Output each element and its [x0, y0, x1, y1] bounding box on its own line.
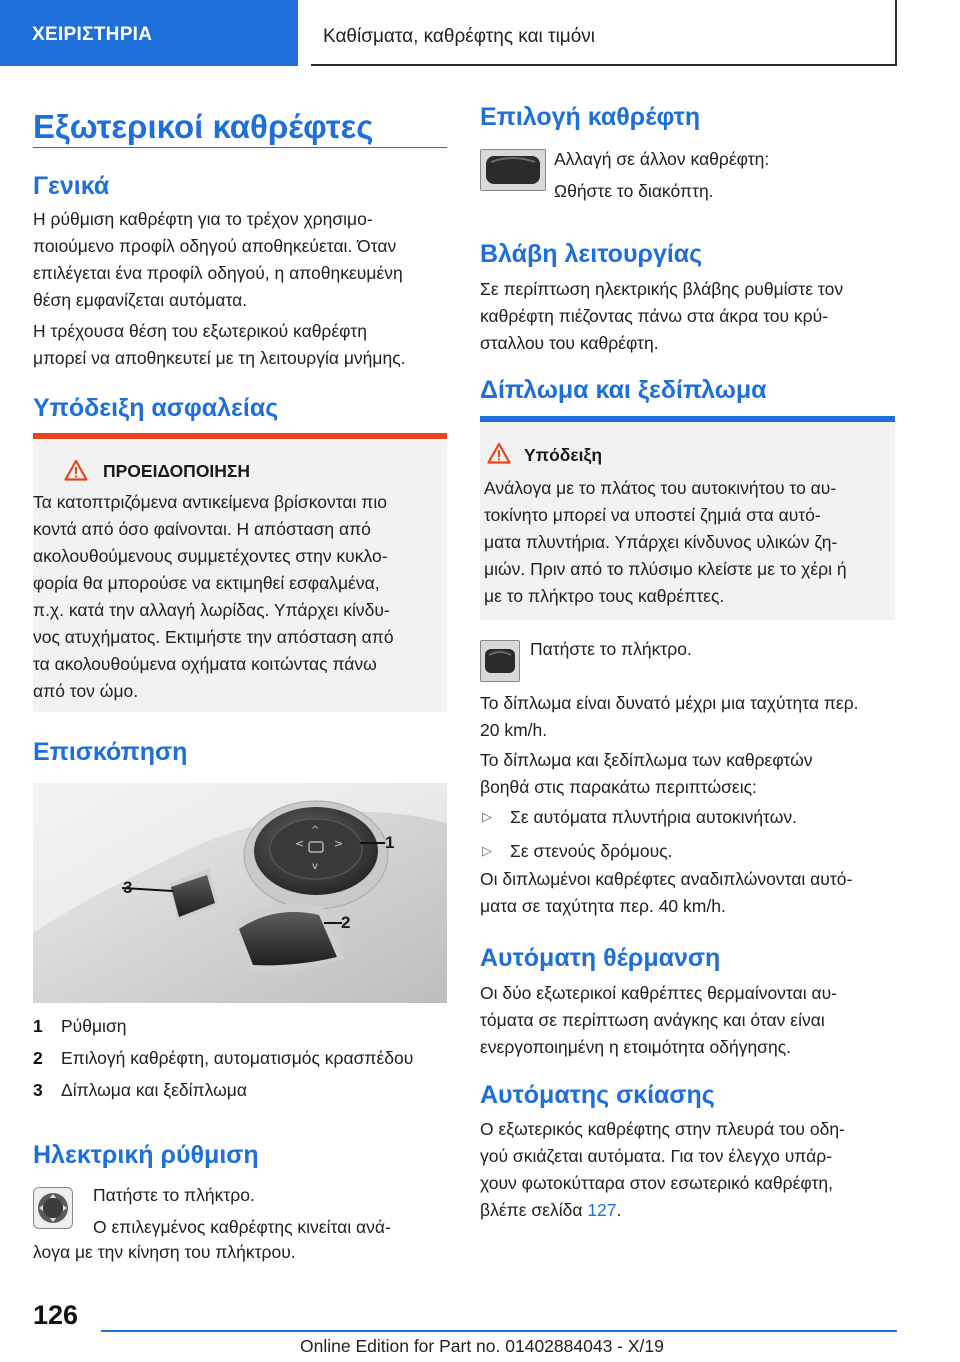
heading-select-mirror: Επιλογή καθρέφτη: [480, 103, 701, 131]
section-title: ΧΕΙΡΙΣΤΗΡΙΑ: [32, 24, 153, 45]
select-line-2: Ωθήστε το διακόπτη.: [554, 181, 714, 201]
heating-text: Οι δύο εξωτερικοί καθρέπτες θερμαίνονται αυ- τόματα σε περίπτωση ανάγκης και όταν είναι ενεργοποιημένη η ετοιμότητα οδήγησης.: [480, 983, 837, 1057]
fold-button-icon: [480, 640, 520, 682]
legend-num: 3: [33, 1080, 43, 1100]
callout-3: 3: [123, 878, 133, 897]
legend-num: 1: [33, 1016, 43, 1036]
notice-text: Ανάλογα με το πλάτος του αυτοκινήτου το αυ- τοκίνητο μπορεί να υποστεί ζημιά στα αυτό- ματα πλυντήρια. Υπάρχει κίνδυνος υλικών ζη- μιών. Πριν από το πλύσιμο κλείστε με το χέρι ή με το πλήκτρο τους καθρέπτες.: [484, 478, 847, 606]
chapter-header: [311, 0, 897, 66]
legend-text: Δίπλωμα και ξεδίπλωμα: [61, 1080, 247, 1100]
section-tab: [0, 0, 298, 66]
page-reference-link[interactable]: 127: [587, 1200, 617, 1220]
heading-general: Γενικά: [33, 172, 110, 200]
title-rule: [33, 147, 447, 148]
general-paragraph-2: Η τρέχουσα θέση του εξωτερικού καθρέφτη μπορεί να αποθηκευτεί με τη λειτουργία μνήμης.: [33, 321, 406, 368]
legend-text: Επιλογή καθρέφτη, αυτοματισμός κρασπέδου: [61, 1048, 414, 1068]
svg-text:>: >: [334, 837, 344, 850]
legend-text: Ρύθμιση: [61, 1016, 127, 1036]
heading-overview: Επισκόπηση: [33, 738, 188, 766]
svg-text:<: <: [295, 837, 305, 850]
mirror-controls-photo: [33, 783, 447, 1003]
svg-text:^: ^: [311, 825, 320, 836]
callout-1: 1: [385, 833, 395, 852]
notice-box: [480, 422, 895, 620]
bullet-item: Σε αυτόματα πλυντήρια αυτοκινήτων.: [510, 807, 797, 827]
dimming-text: Ο εξωτερικός καθρέφτης στην πλευρά του οδη- γού σκιάζεται αυτόματα. Για τον έλεγχο υπάρ- χουν φωτοκύτταρα στον εσωτερικό καθρέφτη, βλέπε σελίδα 127.: [480, 1119, 845, 1220]
heading-safety: Υπόδειξη ασφαλείας: [33, 394, 279, 422]
heading-electric: Ηλεκτρική ρύθμιση: [33, 1141, 259, 1169]
heading-malfunction: Βλάβη λειτουργίας: [480, 240, 703, 268]
notice-title: Υπόδειξη: [524, 445, 603, 465]
general-paragraph-1: Η ρύθμιση καθρέφτη για το τρέχον χρησιμο- ποιούμενο προφίλ οδηγού αποθηκεύεται. Όταν επιλέγεται ένα προφίλ οδηγού, η αποθηκευμένη θέση εμφανίζεται αυτόματα.: [33, 209, 403, 310]
page-number: 126: [33, 1300, 79, 1330]
select-line-1: Αλλαγή σε άλλον καθρέφτη:: [554, 149, 770, 169]
adjust-button-icon: [33, 1187, 73, 1229]
heading-heating: Αυτόματη θέρμανση: [480, 944, 721, 972]
folding-paragraph-3: Οι διπλωμένοι καθρέφτες αναδιπλώνονται αυτό- ματα σε ταχύτητα περ. 40 km/h.: [480, 869, 853, 916]
callout-2: 2: [341, 913, 351, 932]
heading-dimming: Αυτόματης σκίασης: [480, 1081, 715, 1109]
electric-line-3: λογα με την κίνηση του πλήκτρου.: [33, 1242, 296, 1262]
bullet-item: Σε στενούς δρόμους.: [510, 841, 673, 861]
notice-triangle-icon: [487, 442, 511, 464]
folding-paragraph-1: Το δίπλωμα είναι δυνατό μέχρι μια ταχύτητα περ. 20 km/h.: [480, 693, 859, 740]
footer-rule: [101, 1330, 897, 1332]
fold-press-text: Πατήστε το πλήκτρο.: [530, 639, 692, 659]
warning-title: ΠΡΟΕΙΔΟΠΟΙΗΣΗ: [103, 461, 251, 481]
chapter-title: Καθίσματα, καθρέφτης και τιμόνι: [323, 26, 596, 47]
electric-line-2: Ο επιλεγμένος καθρέφτης κινείται ανά-: [93, 1217, 391, 1237]
bullet-marker: ▷: [482, 809, 492, 824]
bullet-marker: ▷: [482, 843, 492, 858]
warning-triangle-icon: [64, 459, 88, 481]
mirror-select-switch-icon: [480, 149, 546, 191]
electric-line-1: Πατήστε το πλήκτρο.: [93, 1185, 255, 1205]
folding-paragraph-2: Το δίπλωμα και ξεδίπλωμα των καθρεφτών βοηθά στις παρακάτω περιπτώσεις:: [480, 750, 813, 797]
malfunction-text: Σε περίπτωση ηλεκτρικής βλάβης ρυθμίστε τον καθρέφτη πιέζοντας πάνω στα άκρα του κρύ- σταλλου του καθρέφτη.: [480, 279, 844, 353]
edition-text: Online Edition for Part no. 01402884043 - X/19: [300, 1336, 664, 1356]
warning-box: [33, 439, 447, 712]
svg-text:v: v: [312, 861, 318, 872]
page-title: Εξωτερικοί καθρέφτες: [33, 108, 374, 145]
heading-folding: Δίπλωμα και ξεδίπλωμα: [480, 376, 767, 404]
legend-num: 2: [33, 1048, 43, 1068]
warning-text: Τα κατοπτριζόμενα αντικείμενα βρίσκονται πιο κοντά από όσο φαίνονται. Η απόσταση από ακολουθούμενους συμμετέχοντες στην κυκλο- φορία θα μπορούσε να εκτιμηθεί εσφαλμένα, π.χ. κατά την αλλαγή λωρίδας. Υπάρχει κίνδυ- νος ατυχήματος. Εκτιμήστε την απόσταση από τα ακολουθούμενα οχήματα κοιτώντας πάνω από τον ώμο.: [33, 492, 394, 701]
